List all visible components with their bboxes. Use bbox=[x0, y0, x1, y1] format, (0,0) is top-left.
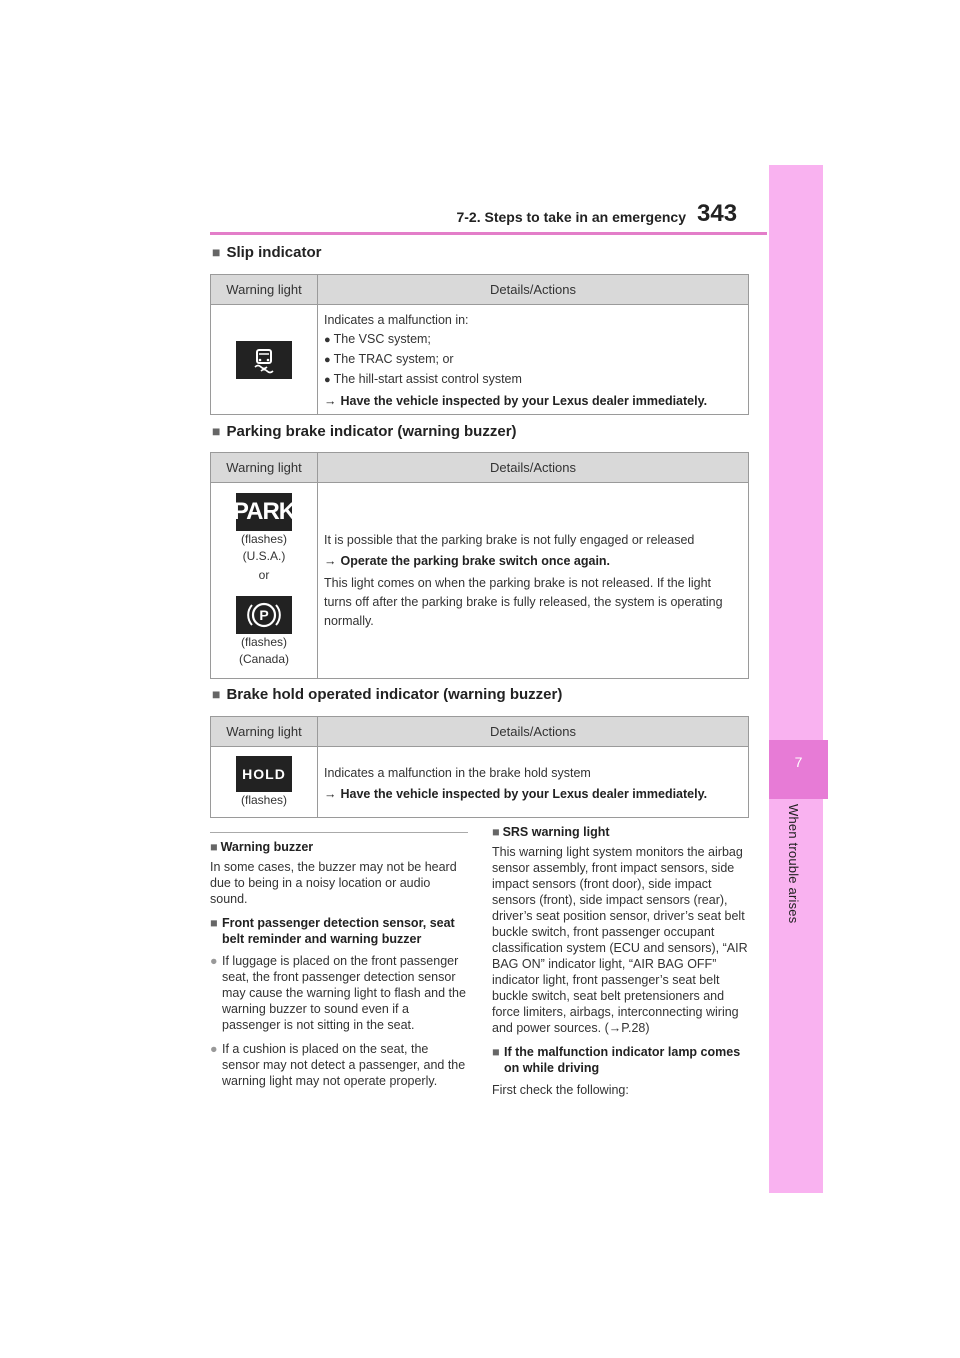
action-text: → Have the vehicle inspected by your Lexus dealer immediately. bbox=[324, 394, 708, 408]
brake-hold-table bbox=[210, 716, 749, 818]
caption: (flashes) bbox=[240, 635, 287, 649]
or-label: or bbox=[258, 568, 270, 582]
note-heading: ■ SRS warning light bbox=[492, 825, 610, 839]
table-row bbox=[211, 305, 748, 414]
chapter-side-tab bbox=[769, 165, 823, 1193]
table-header-row bbox=[211, 453, 748, 483]
slip-indicator-icon bbox=[236, 341, 292, 379]
page-number: 343 bbox=[697, 200, 738, 227]
park-indicator-icon: PARK bbox=[236, 493, 292, 531]
table-header-row bbox=[211, 717, 748, 747]
list-item: ● The TRAC system; or bbox=[324, 350, 742, 370]
table-row bbox=[211, 747, 748, 817]
list-item: ● The VSC system; bbox=[324, 330, 742, 350]
header-rule bbox=[210, 232, 767, 235]
slip-indicator-table bbox=[210, 274, 749, 415]
note-heading: ■ Warning buzzer bbox=[210, 840, 314, 854]
chapter-label: When trouble arises bbox=[786, 804, 801, 924]
list-item: ● The hill-start assist control system bbox=[324, 370, 742, 390]
right-notes-column bbox=[492, 824, 750, 1106]
caption: (flashes) bbox=[240, 792, 287, 807]
note-heading: ■ Front passenger detection sensor, seat belt reminder and warning buzzer bbox=[210, 916, 455, 946]
p-indicator-icon bbox=[236, 596, 292, 634]
col-details-actions: Details/Actions bbox=[490, 724, 576, 739]
page-reference[interactable]: (→P.28) bbox=[604, 1021, 650, 1035]
chapter-number: 7 bbox=[794, 754, 803, 770]
left-notes-column bbox=[210, 832, 468, 1097]
table-header-row bbox=[211, 275, 748, 305]
detail-text: Indicates a malfunction in the brake hold system bbox=[324, 765, 591, 780]
caption: (flashes) bbox=[240, 532, 287, 546]
hold-indicator-icon: HOLD bbox=[236, 756, 292, 792]
col-warning-light: Warning light bbox=[211, 717, 318, 746]
detail-text: This light comes on when the parking brake is not released. If the light turns off after the parking brake is fully released, the system is operating normally. bbox=[324, 575, 723, 628]
parking-brake-table bbox=[210, 452, 749, 679]
action-text: → Have the vehicle inspected by your Lexus dealer immediately. bbox=[324, 786, 708, 801]
note-text: This warning light system monitors the airbag sensor assembly, front impact sensors, side impact sensors (front door), side impact sensors (front), side impact sensors (rear), driver’s seat position sensor, driver’s seat belt buckle switch, front passenger occupant classification system (ECU and sensors), “AIR BAG ON” indicator light, “AIR BAG OFF” indicator light, front passenger’s seat belt buckle switch, seat belt pretensioners and force limiters, airbags, interconnecting wiring and power sources. (→P.28) bbox=[492, 845, 748, 1035]
section-title: 7-2. Steps to take in an emergency bbox=[456, 209, 686, 225]
brake-hold-heading: ■ Brake hold operated indicator (warning buzzer) bbox=[212, 686, 563, 703]
caption: (U.S.A.) bbox=[242, 549, 286, 563]
divider bbox=[210, 832, 468, 833]
p-icon-letter: P bbox=[259, 607, 269, 623]
col-warning-light: Warning light bbox=[211, 275, 318, 304]
table-row bbox=[211, 483, 748, 678]
col-warning-light: Warning light bbox=[211, 453, 318, 482]
col-details-actions: Details/Actions bbox=[490, 282, 576, 297]
note-text: First check the following: bbox=[492, 1083, 629, 1097]
parking-brake-heading: ■ Parking brake indicator (warning buzzer) bbox=[212, 423, 517, 440]
list-item: ● If luggage is placed on the front passenger seat, the front passenger detection sensor may cause the warning light to flash and the warning buzzer to sound even if a passenger is not sitting in the seat. bbox=[210, 954, 466, 1032]
note-text: In some cases, the buzzer may not be heard due to being in a noisy location or audio sound. bbox=[210, 860, 457, 906]
caption: (Canada) bbox=[238, 652, 290, 666]
list-item: ● If a cushion is placed on the seat, the sensor may not detect a passenger, and the warning light may not operate properly. bbox=[210, 1042, 466, 1088]
slip-indicator-heading: ■ Slip indicator bbox=[212, 244, 322, 261]
malfunction-intro: Indicates a malfunction in: bbox=[324, 313, 469, 327]
action-text: → Operate the parking brake switch once again. bbox=[324, 553, 611, 568]
col-details-actions: Details/Actions bbox=[490, 460, 576, 475]
detail-text: It is possible that the parking brake is not fully engaged or released bbox=[324, 532, 695, 547]
note-heading: ■ If the malfunction indicator lamp comes on while driving bbox=[492, 1045, 741, 1075]
